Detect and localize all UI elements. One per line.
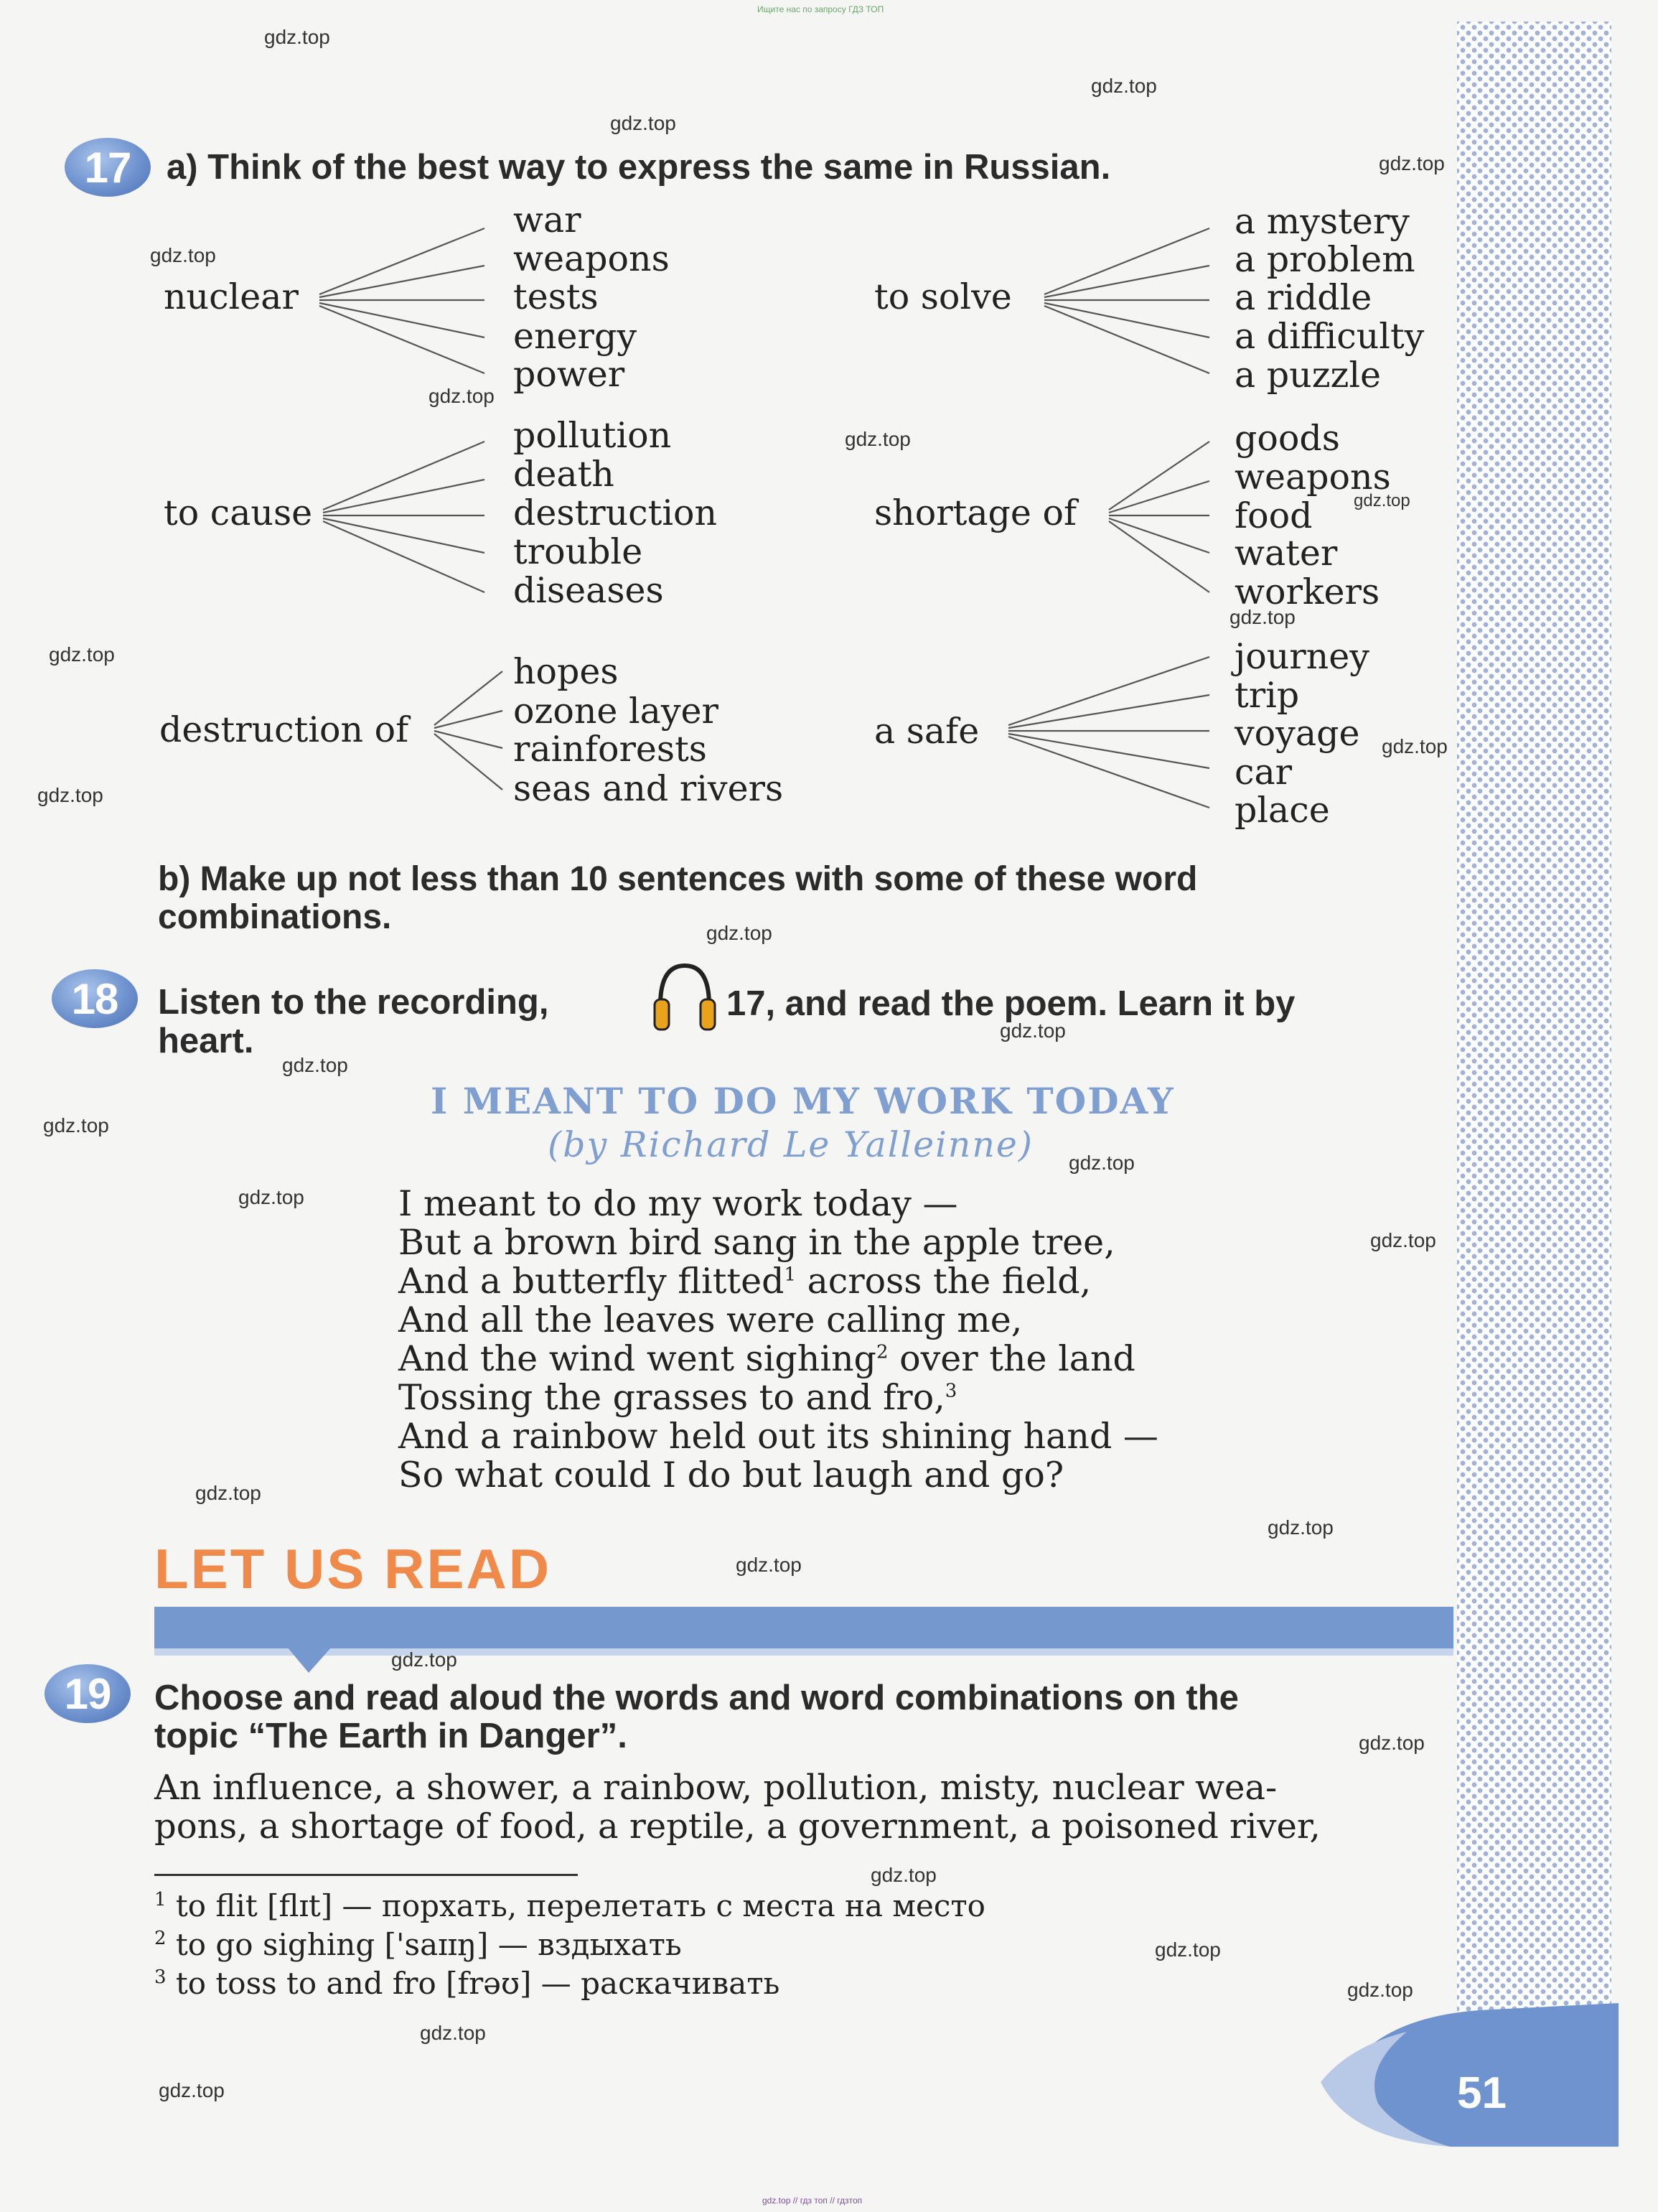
group-word: diseases	[513, 570, 664, 611]
poem-line: I meant to do my work today —	[398, 1183, 958, 1224]
group-head-nuclear: nuclear	[164, 276, 299, 317]
exercise-17-task-b: b) Make up not less than 10 sentences with some of these word	[158, 860, 1198, 898]
watermark: gdz.top	[282, 1054, 348, 1076]
exercise-19-badge: 19	[45, 1664, 131, 1723]
watermark: gdz.top	[1347, 1979, 1413, 2001]
poem-line: And all the leaves were calling me,	[398, 1299, 1023, 1340]
poem-line: But a brown bird sang in the apple tree,	[398, 1222, 1115, 1263]
watermark: gdz.top	[195, 1482, 261, 1504]
watermark: gdz.top	[845, 428, 911, 450]
footnote-marker: 3	[945, 1380, 957, 1402]
group-head-shortage-of: shortage of	[874, 493, 1077, 533]
footnote-marker: 1	[784, 1264, 796, 1286]
exercise-17-task-a: a) Think of the best way to express the same in Russian.	[167, 148, 1111, 187]
watermark: gdz.top	[1000, 1019, 1066, 1042]
watermark: gdz.top	[1091, 75, 1157, 97]
poem-title: I MEANT TO DO MY WORK TODAY	[431, 1080, 1175, 1122]
footnote-marker: 2	[876, 1341, 889, 1363]
watermark: gdz.top	[420, 2022, 486, 2044]
group-word: voyage	[1235, 713, 1360, 754]
group-word: death	[513, 454, 614, 495]
group-word: weapons	[513, 238, 670, 279]
watermark: gdz.top	[391, 1648, 457, 1671]
watermark: gdz.top	[238, 1186, 304, 1208]
exercise-18-task-part2: 17, and read the poem. Learn it by	[726, 984, 1296, 1023]
watermark: gdz.top	[871, 1864, 937, 1886]
group-head-destruction-of: destruction of	[159, 709, 409, 750]
watermark: gdz.top	[49, 643, 115, 666]
footnote-1: $^1$ to flit [flɪt] — порхать, перелетать с места на место	[154, 1888, 985, 1923]
group-head-to-cause: to cause	[164, 493, 313, 533]
group-word: hopes	[513, 651, 619, 692]
group-word: water	[1235, 533, 1338, 574]
footnote-3: $^3$ to toss to and fro [frəʊ] — раскачивать	[154, 1966, 780, 2001]
footnote-2: $^2$ to go sighing ['saɪɪŋ] — вздыхать	[154, 1927, 682, 1962]
watermark: gdz.top	[159, 2079, 225, 2101]
watermark: gdz.top	[610, 112, 676, 134]
watermark: gdz.top	[1069, 1152, 1135, 1174]
group-word: a riddle	[1235, 277, 1372, 318]
poem-line: And a butterfly flitted$^1$ across the field,	[398, 1261, 1092, 1302]
footnote-rule	[154, 1874, 578, 1876]
watermark: gdz.top	[1354, 491, 1410, 510]
group-word: car	[1235, 752, 1293, 793]
exercise-18-task-part1: Listen to the recording,	[158, 983, 549, 1022]
group-word: a problem	[1235, 239, 1415, 280]
group-word: a mystery	[1235, 201, 1410, 242]
top-search-note: Ищите нас по запросу ГДЗ ТОП	[757, 4, 884, 14]
watermark: gdz.top	[706, 922, 772, 944]
watermark: gdz.top	[1268, 1516, 1334, 1539]
exercise-18-badge: 18	[52, 969, 138, 1028]
watermark: gdz.top	[1230, 606, 1296, 628]
watermark: gdz.top	[1359, 1732, 1425, 1754]
poem-line: So what could I do but laugh and go?	[398, 1455, 1064, 1495]
group-word: goods	[1235, 418, 1340, 459]
group-word: war	[513, 200, 581, 241]
group-word: power	[513, 354, 625, 395]
group-word: tests	[513, 276, 599, 317]
watermark: gdz.top	[264, 26, 330, 48]
bottom-note: gdz.top // гдз топ // гдзтоп	[762, 2195, 863, 2206]
group-head-a-safe: a safe	[874, 711, 980, 752]
group-word: food	[1235, 495, 1313, 536]
group-word: trouble	[513, 531, 643, 572]
poem-author: (by Richard Le Yalleinne)	[548, 1124, 1034, 1165]
group-word: a puzzle	[1235, 355, 1382, 396]
watermark: gdz.top	[150, 244, 216, 266]
exercise-19-text: An influence, a shower, a rainbow, pollution, misty, nuclear wea-	[154, 1768, 1278, 1808]
exercise-19-text-line2: pons, a shortage of food, a reptile, a government, a poisoned river,	[154, 1806, 1321, 1847]
group-word: workers	[1235, 571, 1380, 612]
group-word: seas and rivers	[513, 768, 784, 809]
group-word: journey	[1235, 636, 1369, 677]
exercise-19-task-line2: topic “The Earth in Danger”.	[154, 1717, 627, 1755]
watermark: gdz.top	[1370, 1229, 1436, 1251]
group-word: trip	[1235, 675, 1300, 716]
exercise-17-badge: 17	[65, 138, 151, 197]
watermark: gdz.top	[37, 784, 103, 806]
watermark: gdz.top	[1382, 735, 1448, 757]
section-title: LET US READ	[154, 1537, 552, 1600]
group-word: a difficulty	[1235, 316, 1425, 357]
poem-line: And the wind went sighing$^2$ over the land	[398, 1338, 1135, 1379]
group-word: weapons	[1235, 457, 1391, 498]
exercise-18-task-line2: heart.	[158, 1022, 254, 1060]
exercise-19-task: Choose and read aloud the words and word combinations on the	[154, 1679, 1239, 1717]
group-word: place	[1235, 790, 1330, 831]
group-word: energy	[513, 316, 637, 357]
group-word: rainforests	[513, 729, 707, 770]
group-word: ozone layer	[513, 691, 718, 732]
group-word: destruction	[513, 493, 718, 533]
watermark: gdz.top	[736, 1554, 802, 1576]
poem-line: And a rainbow held out its shining hand —	[398, 1416, 1158, 1457]
watermark: gdz.top	[1155, 1938, 1221, 1961]
group-word: pollution	[513, 415, 672, 456]
page-number: 51	[1457, 2068, 1507, 2118]
watermark: gdz.top	[428, 385, 495, 407]
group-head-to-solve: to solve	[874, 276, 1012, 317]
watermark: gdz.top	[1379, 152, 1445, 174]
watermark: gdz.top	[43, 1114, 109, 1137]
poem-line: Tossing the grasses to and fro,$^3$	[398, 1377, 957, 1418]
exercise-17-task-b-line2: combinations.	[158, 898, 392, 936]
